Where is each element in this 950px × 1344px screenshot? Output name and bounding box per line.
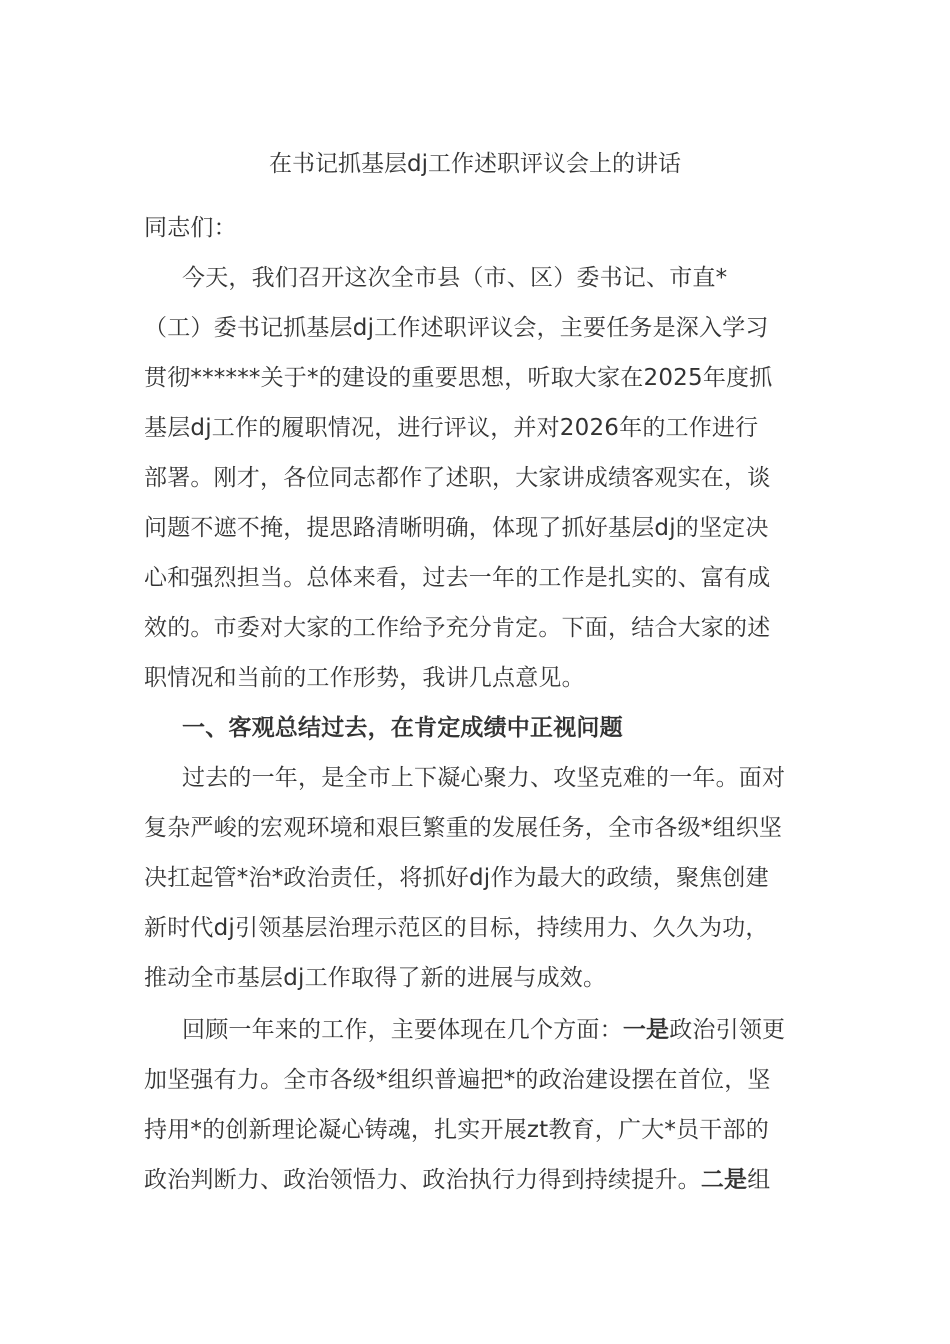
salutation: 同志们： [144,215,237,241]
paragraph-line: 推动全市基层dj工作取得了新的进展与成效。 [144,965,607,991]
paragraph-line [144,1162,770,1198]
emphasis-text: 一是 [622,1017,670,1043]
paragraph-line: 复杂严峻的宏观环境和艰巨繁重的发展任务，全市各级*组织坚 [144,815,783,841]
paragraph-line: 问题不遮不掩，提思路清晰明确，体现了抓好基层dj的坚定决 [144,515,769,541]
paragraph-line: 今天，我们召开这次全市县（市、区）委书记、市直* [182,265,728,291]
paragraph-line: 加坚强有力。全市各级*组织普遍把*的政治建设摆在首位，坚 [144,1067,771,1093]
text-run: 回顾一年来的工作，主要体现在几个方面： [182,1017,623,1043]
emphasis-text: 二是 [700,1167,748,1193]
paragraph-line: 持用*的创新理论凝心铸魂，扎实开展zt教育，广大*员干部的 [144,1117,769,1143]
paragraph-line: 效的。市委对大家的工作给予充分肯定。下面，结合大家的述 [144,615,771,641]
paragraph-line: 贯彻******关于*的建设的重要思想，听取大家在2025年度抓 [144,365,773,391]
paragraph-line [182,1012,785,1048]
section-heading: 一、客观总结过去，在肯定成绩中正视问题 [182,715,623,741]
text-run: 政治判断力、政治领悟力、政治执行力得到持续提升。 [144,1167,701,1193]
text-run: 组 [747,1167,771,1193]
paragraph-line: （工）委书记抓基层dj工作述职评议会，主要任务是深入学习 [144,315,769,341]
document-title: 在书记抓基层dj工作述职评议会上的讲话 [269,151,681,177]
paragraph-line: 心和强烈担当。总体来看，过去一年的工作是扎实的、富有成 [144,565,771,591]
paragraph-line: 过去的一年，是全市上下凝心聚力、攻坚克难的一年。面对 [182,765,786,791]
paragraph-line: 基层dj工作的履职情况，进行评议，并对2026年的工作进行 [144,415,759,441]
paragraph-line: 决扛起管*治*政治责任，将抓好dj作为最大的政绩，聚焦创建 [144,865,769,891]
paragraph-line: 新时代dj引领基层治理示范区的目标，持续用力、久久为功， [144,915,769,941]
paragraph-line: 部署。刚才，各位同志都作了述职，大家讲成绩客观实在，谈 [144,465,771,491]
text-run: 政治引领更 [669,1017,786,1043]
paragraph-line: 职情况和当前的工作形势，我讲几点意见。 [144,665,585,691]
